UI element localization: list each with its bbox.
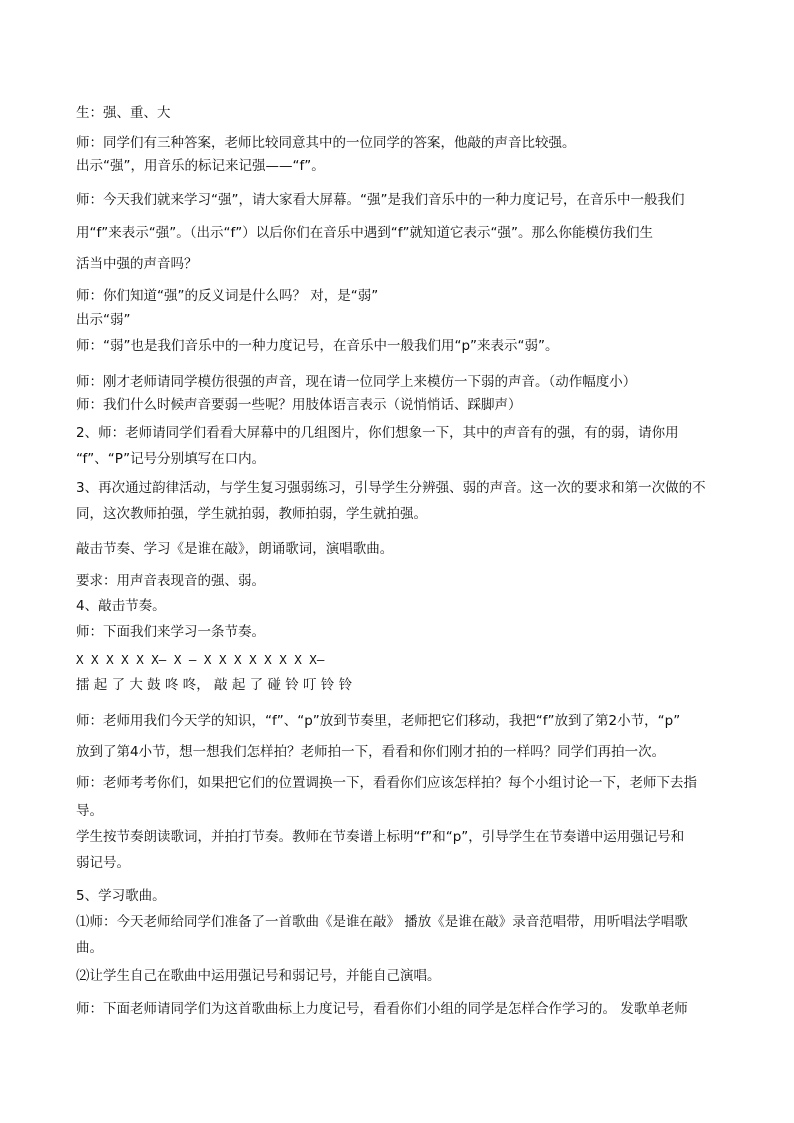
- text-line: 4、敲击节奏。: [76, 598, 166, 614]
- text-line: “f”、“P”记号分别填写在口内。: [76, 451, 266, 467]
- text-line: 敲击节奏、学习《是谁在敲》，朗诵歌词，演唱歌曲。: [76, 541, 394, 557]
- text-line: 弱记号。: [76, 855, 130, 871]
- text-line: 同，这次教师拍强，学生就拍弱，教师拍弱，学生就拍强。: [76, 506, 427, 522]
- text-line: 3、再次通过韵律活动，与学生复习强弱练习，引导学生分辨强、弱的声音。这一次的要求和第一次做的不: [76, 480, 706, 496]
- text-line: ⑵让学生自己在歌曲中运用强记号和弱记号，并能自己演唱。: [76, 968, 441, 984]
- text-line: 出示“强”，用音乐的标记来记强——“f”。: [76, 158, 325, 174]
- text-line: 曲。: [76, 940, 103, 956]
- text-line: 2、师：老师请同学们看看大屏幕中的几组图片，你们想象一下，其中的声音有的强，有的弱，请你用: [76, 425, 679, 441]
- text-line: 5、学习歌曲。: [76, 888, 166, 904]
- text-line: 师：下面我们来学习一条节奏。: [76, 624, 265, 640]
- text-line: 师：今天我们就来学习“强”，请大家看大屏幕。“强”是我们音乐中的一种力度记号，在音乐中一般我们: [76, 192, 685, 208]
- text-line: 要求：用声音表现音的强、弱。: [76, 573, 265, 589]
- text-line: 放到了第4小节，想一想我们怎样拍？老师拍一下，看看和你们刚才拍的一样吗？同学们再拍一次。: [76, 744, 666, 760]
- text-line: 导。: [76, 803, 103, 819]
- text-line: 师：同学们有三种答案，老师比较同意其中的一位同学的答案，他敲的声音比较强。: [76, 135, 576, 151]
- text-line: 师：老师用我们今天学的知识，“f”、“p”放到节奏里，老师把它们移动，我把“f”放到了第2小节，“p”: [76, 713, 681, 729]
- text-line: 出示“弱”: [76, 312, 131, 328]
- rhythm-lyrics: 擂 起 了 大 鼓 咚 咚， 敲 起 了 碰 铃 叮 铃 铃: [76, 677, 353, 693]
- text-line: 师：“弱”也是我们音乐中的一种力度记号，在音乐中一般我们用“p”来表示“弱”。: [76, 338, 559, 354]
- text-line: 学生按节奏朗读歌词，并拍打节奏。教师在节奏谱上标明“f”和“p”，引导学生在节奏谱中运用强记号和: [76, 829, 685, 845]
- rhythm-notation: X X X X X X— X — X X X X X X X X—: [76, 652, 325, 667]
- text-line: 师：刚才老师请同学模仿很强的声音，现在请一位同学上来模仿一下弱的声音。（动作幅度小）: [76, 374, 637, 390]
- text-line: 师：下面老师请同学们为这首歌曲标上力度记号，看看你们小组的同学是怎样合作学习的。 发歌单老师: [76, 1001, 688, 1017]
- text-line: 生：强、重、大: [76, 105, 171, 121]
- text-line: 师：老师考考你们，如果把它们的位置调换一下，看看你们应该怎样拍？每个小组讨论一下，老师下去指: [76, 775, 697, 791]
- text-line: 用“f”来表示“强”。（出示“f”）以后你们在音乐中遇到“f”就知道它表示“强”。那么你能模仿我们生: [76, 225, 653, 241]
- text-line: ⑴师：今天老师给同学们准备了一首歌曲《是谁在敲》 播放《是谁在敲》录音范唱带，用听唱法学唱歌: [76, 914, 688, 930]
- text-line: 师：你们知道“强”的反义词是什么吗？ 对，是“弱”: [76, 288, 379, 304]
- text-line: 活当中强的声音吗？: [76, 256, 198, 272]
- text-line: 师：我们什么时候声音要弱一些呢？用肢体语言表示（说悄悄话、踩脚声）: [76, 397, 522, 413]
